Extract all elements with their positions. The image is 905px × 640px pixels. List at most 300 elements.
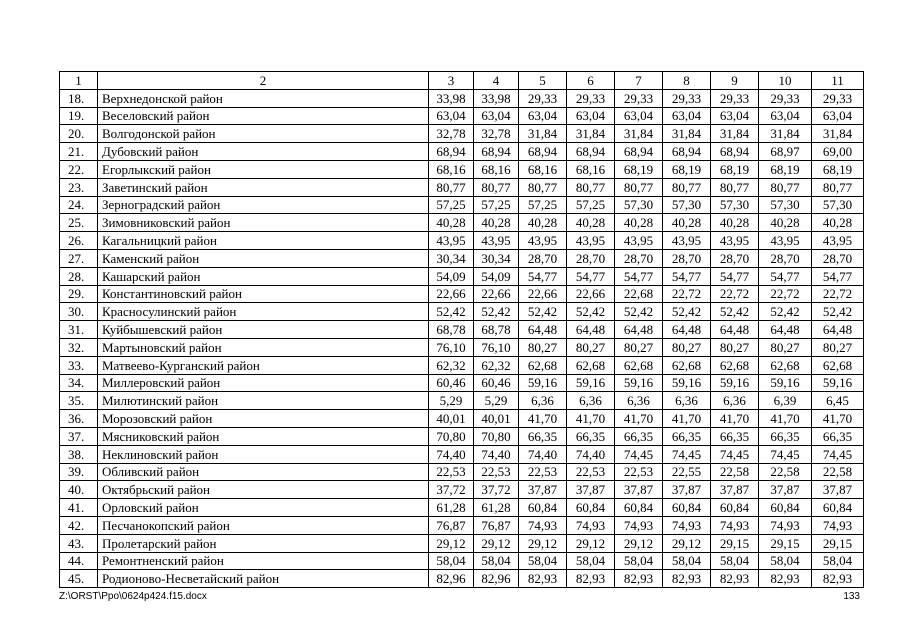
value-cell: 74,45 — [812, 445, 864, 463]
value-cell: 22,53 — [615, 463, 663, 481]
value-cell: 31,84 — [615, 125, 663, 143]
value-cell: 29,33 — [812, 89, 864, 107]
row-number-cell: 19. — [60, 107, 98, 125]
value-cell: 74,40 — [474, 445, 519, 463]
value-cell: 64,48 — [759, 321, 812, 339]
data-table — [59, 71, 864, 588]
value-cell: 6,45 — [812, 392, 864, 410]
value-cell: 74,45 — [615, 445, 663, 463]
district-name-cell: Родионово-Несветайский район — [98, 570, 429, 588]
value-cell: 57,30 — [812, 196, 864, 214]
district-name-cell: Миллеровский район — [98, 374, 429, 392]
table-row — [60, 214, 864, 232]
value-cell: 62,68 — [615, 356, 663, 374]
value-cell: 62,32 — [474, 356, 519, 374]
row-number-cell: 35. — [60, 392, 98, 410]
row-number-cell: 20. — [60, 125, 98, 143]
value-cell: 6,36 — [519, 392, 567, 410]
value-cell: 80,27 — [663, 338, 711, 356]
value-cell: 31,84 — [711, 125, 759, 143]
value-cell: 43,95 — [429, 232, 474, 250]
value-cell: 41,70 — [663, 410, 711, 428]
value-cell: 68,19 — [615, 160, 663, 178]
value-cell: 63,04 — [429, 107, 474, 125]
column-header: 6 — [567, 72, 615, 90]
row-number-cell: 31. — [60, 321, 98, 339]
value-cell: 80,77 — [759, 178, 812, 196]
value-cell: 76,10 — [474, 338, 519, 356]
value-cell: 64,48 — [615, 321, 663, 339]
value-cell: 52,42 — [474, 303, 519, 321]
value-cell: 82,93 — [759, 570, 812, 588]
value-cell: 64,48 — [519, 321, 567, 339]
value-cell: 74,93 — [615, 516, 663, 534]
value-cell: 60,84 — [519, 499, 567, 517]
value-cell: 58,04 — [812, 552, 864, 570]
value-cell: 40,01 — [429, 410, 474, 428]
row-number-cell: 41. — [60, 499, 98, 517]
value-cell: 22,58 — [812, 463, 864, 481]
column-header: 3 — [429, 72, 474, 90]
row-number-cell: 23. — [60, 178, 98, 196]
value-cell: 60,84 — [615, 499, 663, 517]
value-cell: 37,87 — [519, 481, 567, 499]
column-header: 9 — [711, 72, 759, 90]
value-cell: 80,27 — [812, 338, 864, 356]
value-cell: 58,04 — [615, 552, 663, 570]
value-cell: 6,36 — [663, 392, 711, 410]
value-cell: 66,35 — [615, 427, 663, 445]
value-cell: 40,28 — [474, 214, 519, 232]
value-cell: 68,16 — [519, 160, 567, 178]
value-cell: 82,93 — [663, 570, 711, 588]
value-cell: 57,30 — [711, 196, 759, 214]
value-cell: 74,40 — [567, 445, 615, 463]
value-cell: 31,84 — [567, 125, 615, 143]
row-number-cell: 28. — [60, 267, 98, 285]
value-cell: 29,15 — [759, 534, 812, 552]
value-cell: 64,48 — [711, 321, 759, 339]
value-cell: 82,93 — [567, 570, 615, 588]
footer-file-path: Z:\ORST\Ppo\0624p424.f15.docx — [59, 591, 207, 602]
district-name-cell: Дубовский район — [98, 143, 429, 161]
row-number-cell: 18. — [60, 89, 98, 107]
column-header: 8 — [663, 72, 711, 90]
row-number-cell: 25. — [60, 214, 98, 232]
value-cell: 76,10 — [429, 338, 474, 356]
value-cell: 40,28 — [663, 214, 711, 232]
value-cell: 66,35 — [711, 427, 759, 445]
value-cell: 59,16 — [812, 374, 864, 392]
table-row — [60, 338, 864, 356]
value-cell: 74,45 — [759, 445, 812, 463]
table-row — [60, 125, 864, 143]
value-cell: 61,28 — [474, 499, 519, 517]
value-cell: 31,84 — [759, 125, 812, 143]
value-cell: 41,70 — [519, 410, 567, 428]
value-cell: 41,70 — [567, 410, 615, 428]
district-name-cell: Веселовский район — [98, 107, 429, 125]
column-header: 5 — [519, 72, 567, 90]
value-cell: 52,42 — [519, 303, 567, 321]
value-cell: 82,96 — [474, 570, 519, 588]
value-cell: 54,77 — [519, 267, 567, 285]
value-cell: 63,04 — [812, 107, 864, 125]
value-cell: 82,93 — [711, 570, 759, 588]
value-cell: 40,28 — [759, 214, 812, 232]
district-name-cell: Кашарский район — [98, 267, 429, 285]
value-cell: 74,45 — [711, 445, 759, 463]
value-cell: 22,66 — [567, 285, 615, 303]
value-cell: 52,42 — [759, 303, 812, 321]
value-cell: 64,48 — [663, 321, 711, 339]
value-cell: 30,34 — [474, 249, 519, 267]
table-row — [60, 552, 864, 570]
table-row — [60, 143, 864, 161]
value-cell: 43,95 — [567, 232, 615, 250]
value-cell: 29,33 — [615, 89, 663, 107]
value-cell: 68,19 — [759, 160, 812, 178]
value-cell: 22,53 — [567, 463, 615, 481]
value-cell: 22,66 — [429, 285, 474, 303]
value-cell: 43,95 — [474, 232, 519, 250]
district-name-cell: Мартыновский район — [98, 338, 429, 356]
value-cell: 63,04 — [615, 107, 663, 125]
value-cell: 80,77 — [615, 178, 663, 196]
value-cell: 31,84 — [663, 125, 711, 143]
district-name-cell: Кагальницкий район — [98, 232, 429, 250]
table-row — [60, 481, 864, 499]
value-cell: 29,12 — [615, 534, 663, 552]
value-cell: 74,40 — [519, 445, 567, 463]
table-row — [60, 285, 864, 303]
value-cell: 80,77 — [711, 178, 759, 196]
value-cell: 57,30 — [663, 196, 711, 214]
value-cell: 43,95 — [519, 232, 567, 250]
value-cell: 80,27 — [759, 338, 812, 356]
table-row — [60, 321, 864, 339]
value-cell: 68,78 — [474, 321, 519, 339]
value-cell: 29,12 — [429, 534, 474, 552]
value-cell: 58,04 — [711, 552, 759, 570]
table-body — [60, 72, 864, 588]
row-number-cell: 43. — [60, 534, 98, 552]
value-cell: 41,70 — [711, 410, 759, 428]
value-cell: 22,72 — [663, 285, 711, 303]
value-cell: 80,27 — [615, 338, 663, 356]
value-cell: 60,84 — [711, 499, 759, 517]
value-cell: 58,04 — [519, 552, 567, 570]
value-cell: 57,25 — [567, 196, 615, 214]
table-row — [60, 516, 864, 534]
value-cell: 74,45 — [663, 445, 711, 463]
value-cell: 22,58 — [759, 463, 812, 481]
value-cell: 43,95 — [812, 232, 864, 250]
row-number-cell: 29. — [60, 285, 98, 303]
value-cell: 80,77 — [429, 178, 474, 196]
value-cell: 29,12 — [567, 534, 615, 552]
value-cell: 68,94 — [474, 143, 519, 161]
value-cell: 70,80 — [474, 427, 519, 445]
value-cell: 58,04 — [663, 552, 711, 570]
value-cell: 22,66 — [474, 285, 519, 303]
row-number-cell: 32. — [60, 338, 98, 356]
district-name-cell: Матвеево-Курганский район — [98, 356, 429, 374]
table-row — [60, 410, 864, 428]
value-cell: 74,93 — [711, 516, 759, 534]
value-cell: 37,72 — [429, 481, 474, 499]
value-cell: 64,48 — [812, 321, 864, 339]
column-header: 4 — [474, 72, 519, 90]
value-cell: 22,66 — [519, 285, 567, 303]
district-name-cell: Пролетарский район — [98, 534, 429, 552]
district-name-cell: Красносулинский район — [98, 303, 429, 321]
value-cell: 62,68 — [567, 356, 615, 374]
value-cell: 54,77 — [663, 267, 711, 285]
value-cell: 37,87 — [759, 481, 812, 499]
value-cell: 40,01 — [474, 410, 519, 428]
district-name-cell: Обливский район — [98, 463, 429, 481]
value-cell: 63,04 — [711, 107, 759, 125]
value-cell: 70,80 — [429, 427, 474, 445]
value-cell: 22,72 — [812, 285, 864, 303]
value-cell: 68,94 — [663, 143, 711, 161]
value-cell: 62,68 — [711, 356, 759, 374]
value-cell: 76,87 — [474, 516, 519, 534]
value-cell: 68,97 — [759, 143, 812, 161]
row-number-cell: 39. — [60, 463, 98, 481]
value-cell: 62,68 — [812, 356, 864, 374]
row-number-cell: 45. — [60, 570, 98, 588]
value-cell: 80,77 — [567, 178, 615, 196]
value-cell: 28,70 — [663, 249, 711, 267]
table-row — [60, 89, 864, 107]
value-cell: 29,33 — [663, 89, 711, 107]
district-name-cell: Ремонтненский район — [98, 552, 429, 570]
value-cell: 66,35 — [759, 427, 812, 445]
value-cell: 22,53 — [429, 463, 474, 481]
district-name-cell: Константиновский район — [98, 285, 429, 303]
value-cell: 58,04 — [474, 552, 519, 570]
value-cell: 66,35 — [663, 427, 711, 445]
district-name-cell: Октябрьский район — [98, 481, 429, 499]
value-cell: 57,30 — [615, 196, 663, 214]
value-cell: 80,77 — [663, 178, 711, 196]
value-cell: 62,68 — [519, 356, 567, 374]
value-cell: 68,19 — [812, 160, 864, 178]
value-cell: 6,39 — [759, 392, 812, 410]
value-cell: 29,15 — [711, 534, 759, 552]
district-name-cell: Волгодонской район — [98, 125, 429, 143]
value-cell: 82,93 — [615, 570, 663, 588]
value-cell: 6,36 — [615, 392, 663, 410]
value-cell: 60,84 — [663, 499, 711, 517]
value-cell: 52,42 — [812, 303, 864, 321]
district-name-cell: Зимовниковский район — [98, 214, 429, 232]
value-cell: 28,70 — [812, 249, 864, 267]
footer-page-number: 133 — [843, 591, 860, 602]
value-cell: 74,93 — [519, 516, 567, 534]
table-row — [60, 356, 864, 374]
value-cell: 74,40 — [429, 445, 474, 463]
value-cell: 52,42 — [567, 303, 615, 321]
value-cell: 40,28 — [567, 214, 615, 232]
value-cell: 37,87 — [567, 481, 615, 499]
district-name-cell: Куйбышевский район — [98, 321, 429, 339]
value-cell: 60,84 — [759, 499, 812, 517]
value-cell: 41,70 — [615, 410, 663, 428]
value-cell: 37,87 — [615, 481, 663, 499]
value-cell: 60,84 — [567, 499, 615, 517]
value-cell: 63,04 — [474, 107, 519, 125]
value-cell: 40,28 — [615, 214, 663, 232]
value-cell: 40,28 — [519, 214, 567, 232]
value-cell: 5,29 — [429, 392, 474, 410]
value-cell: 40,28 — [711, 214, 759, 232]
row-number-cell: 30. — [60, 303, 98, 321]
value-cell: 60,46 — [474, 374, 519, 392]
value-cell: 22,53 — [519, 463, 567, 481]
value-cell: 68,94 — [567, 143, 615, 161]
value-cell: 68,94 — [519, 143, 567, 161]
value-cell: 54,77 — [812, 267, 864, 285]
table-row — [60, 107, 864, 125]
value-cell: 32,78 — [474, 125, 519, 143]
row-number-cell: 38. — [60, 445, 98, 463]
value-cell: 80,77 — [519, 178, 567, 196]
value-cell: 60,46 — [429, 374, 474, 392]
value-cell: 69,00 — [812, 143, 864, 161]
value-cell: 59,16 — [519, 374, 567, 392]
district-name-cell: Егорлыкский район — [98, 160, 429, 178]
row-number-cell: 22. — [60, 160, 98, 178]
value-cell: 68,16 — [567, 160, 615, 178]
row-number-cell: 44. — [60, 552, 98, 570]
value-cell: 82,96 — [429, 570, 474, 588]
value-cell: 54,77 — [615, 267, 663, 285]
table-row — [60, 570, 864, 588]
value-cell: 41,70 — [759, 410, 812, 428]
value-cell: 28,70 — [615, 249, 663, 267]
district-name-cell: Каменский район — [98, 249, 429, 267]
value-cell: 80,27 — [711, 338, 759, 356]
value-cell: 37,72 — [474, 481, 519, 499]
value-cell: 74,93 — [812, 516, 864, 534]
value-cell: 57,25 — [519, 196, 567, 214]
value-cell: 63,04 — [759, 107, 812, 125]
table-row — [60, 445, 864, 463]
value-cell: 74,93 — [663, 516, 711, 534]
row-number-cell: 40. — [60, 481, 98, 499]
row-number-cell: 24. — [60, 196, 98, 214]
row-number-cell: 27. — [60, 249, 98, 267]
table-row — [60, 374, 864, 392]
value-cell: 52,42 — [429, 303, 474, 321]
value-cell: 22,68 — [615, 285, 663, 303]
value-cell: 74,93 — [567, 516, 615, 534]
value-cell: 60,84 — [812, 499, 864, 517]
value-cell: 57,25 — [429, 196, 474, 214]
table-row — [60, 392, 864, 410]
value-cell: 28,70 — [759, 249, 812, 267]
value-cell: 28,70 — [567, 249, 615, 267]
value-cell: 33,98 — [474, 89, 519, 107]
value-cell: 29,33 — [759, 89, 812, 107]
value-cell: 76,87 — [429, 516, 474, 534]
value-cell: 68,16 — [474, 160, 519, 178]
value-cell: 37,87 — [812, 481, 864, 499]
value-cell: 29,12 — [474, 534, 519, 552]
value-cell: 63,04 — [519, 107, 567, 125]
value-cell: 57,30 — [759, 196, 812, 214]
column-header: 2 — [98, 72, 429, 90]
district-name-cell: Зерноградский район — [98, 196, 429, 214]
value-cell: 82,93 — [812, 570, 864, 588]
value-cell: 22,72 — [759, 285, 812, 303]
district-name-cell: Заветинский район — [98, 178, 429, 196]
value-cell: 80,27 — [567, 338, 615, 356]
district-name-cell: Верхнедонской район — [98, 89, 429, 107]
table-row — [60, 499, 864, 517]
district-name-cell: Неклиновский район — [98, 445, 429, 463]
value-cell: 68,19 — [663, 160, 711, 178]
value-cell: 6,36 — [567, 392, 615, 410]
value-cell: 64,48 — [567, 321, 615, 339]
value-cell: 54,09 — [429, 267, 474, 285]
value-cell: 58,04 — [759, 552, 812, 570]
value-cell: 33,98 — [429, 89, 474, 107]
value-cell: 6,36 — [711, 392, 759, 410]
value-cell: 29,33 — [519, 89, 567, 107]
value-cell: 29,12 — [519, 534, 567, 552]
value-cell: 54,77 — [711, 267, 759, 285]
value-cell: 68,19 — [711, 160, 759, 178]
row-number-cell: 37. — [60, 427, 98, 445]
value-cell: 32,78 — [429, 125, 474, 143]
row-number-cell: 26. — [60, 232, 98, 250]
value-cell: 54,09 — [474, 267, 519, 285]
table-row — [60, 249, 864, 267]
table-row — [60, 196, 864, 214]
value-cell: 40,28 — [429, 214, 474, 232]
value-cell: 59,16 — [711, 374, 759, 392]
value-cell: 57,25 — [474, 196, 519, 214]
row-number-cell: 21. — [60, 143, 98, 161]
value-cell: 29,15 — [812, 534, 864, 552]
value-cell: 62,68 — [663, 356, 711, 374]
value-cell: 43,95 — [759, 232, 812, 250]
row-number-cell: 34. — [60, 374, 98, 392]
value-cell: 41,70 — [812, 410, 864, 428]
value-cell: 80,27 — [519, 338, 567, 356]
value-cell: 68,16 — [429, 160, 474, 178]
row-number-cell: 36. — [60, 410, 98, 428]
value-cell: 59,16 — [759, 374, 812, 392]
value-cell: 59,16 — [615, 374, 663, 392]
table-row — [60, 463, 864, 481]
value-cell: 29,12 — [663, 534, 711, 552]
value-cell: 68,94 — [429, 143, 474, 161]
value-cell: 74,93 — [759, 516, 812, 534]
value-cell: 22,55 — [663, 463, 711, 481]
value-cell: 68,94 — [711, 143, 759, 161]
table-row — [60, 232, 864, 250]
value-cell: 61,28 — [429, 499, 474, 517]
value-cell: 37,87 — [663, 481, 711, 499]
column-header: 1 — [60, 72, 98, 90]
row-number-cell: 42. — [60, 516, 98, 534]
value-cell: 62,68 — [759, 356, 812, 374]
